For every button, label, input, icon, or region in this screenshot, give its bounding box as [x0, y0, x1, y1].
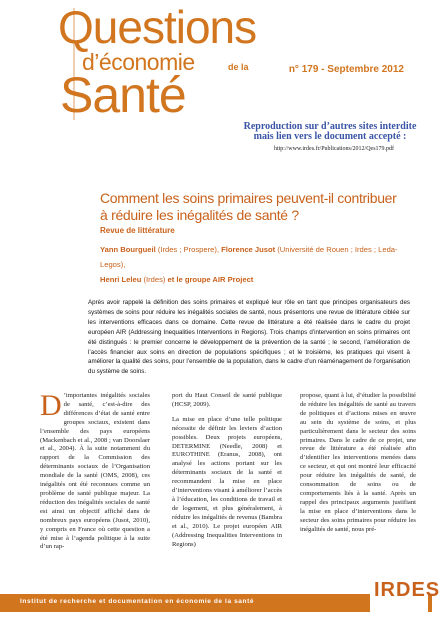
body-column-3: [300, 392, 416, 535]
irdes-logo: [370, 576, 440, 616]
body-column-1: [40, 389, 150, 552]
footer-bar: [0, 594, 432, 612]
paragraph: port du Haut Conseil de santé publique (HCSP, 2009).: [172, 392, 282, 408]
reproduction-notice: Reproduction sur d’autres sites interdite mais lien vers le document accepté :: [243, 121, 417, 142]
masthead-questions: Questions: [58, 1, 257, 53]
body-column-2: [172, 392, 282, 549]
article-subtitle: Revue de littérature: [100, 226, 175, 235]
paragraph: propose, quant à lui, d’étudier la possibilité de réduire les inégalités de santé au travers de politiques et d’actions mises en œuvre au sein du système de soins, et plus particulièrement dans le secteur des soins primaires. Dans le cadre de ce projet, une revue de littérature a été réalisée afin d’identifier les interventions menées dans ce secteur, et qui ont montré leur efficacité pour réduire les inégalités de santé, de consommation de soins ou de comportements liés à la santé. Après un rappel des principaux arguments justifiant la mise en place d’interventions dans le secteur des soins primaires pour réduire les inégalités de santé, nous pré-: [300, 392, 416, 533]
masthead-sante: Santé: [60, 67, 186, 123]
author-name: Henri Leleu: [100, 275, 142, 284]
paragraph: La mise en place d’une telle politique nécessite de définir les leviers d’action possibles. Deux projets européens, DETERMINE (Needle, 2008) et EUROTHINE (Eranus, 2008), ont analysé les actions portant sur les déterminants sociaux de la santé et recommandent la mise en place d’interventions visant à améliorer l’accès à l’éducation, les conditions de travail et de logement, et plus généralement, à réduire les inégalités de revenus (Bambra et al., 2010). Le projet européen AIR (Addressing Inequalities Interventions in Regions): [172, 415, 282, 548]
author-group: et le groupe AIR Project: [167, 275, 254, 284]
masthead-economie: d’économie: [82, 49, 195, 75]
paragraph-text: ’importantes inégalités sociales de santé, c’est-à-dire des différences d’état de santé entre groupes sociaux, existent dans l’ensemble des pays européens (Mackenbach et al., 2008 ; van Doorslaer et al., 2004). À la suite notamment du rapport de la Commission des déterminants sociaux de l’Organisation mondiale de la santé (OMS, 2008), ces inégalités ont été reconnues comme un problème de santé publique majeur. La réduction des inégalités sociales de santé est ainsi un objectif affiché dans de nombreux pays européens (Jusot, 2010), y compris en France où cette question a été mise à l’agenda politique à la suite d’un rap-: [40, 392, 150, 551]
author-affiliation: (Irdes): [141, 275, 168, 284]
author-affiliation: (Irdes ; Prospere),: [155, 245, 222, 254]
author-name: Yann Bourgueil: [100, 245, 156, 254]
irdes-logo-text: IRDES: [374, 579, 440, 601]
authors-line-2: [100, 272, 410, 287]
reproduction-url[interactable]: http://www.irdes.fr/Publications/2012/Qes179.pdf: [273, 146, 395, 152]
issue-number: n° 179 - Septembre 2012: [288, 64, 404, 75]
authors-line-1: [100, 242, 410, 272]
masthead-dela: de la: [228, 62, 249, 72]
authors: [100, 242, 410, 287]
paragraph: [40, 389, 150, 552]
masthead-logo: [58, 1, 278, 123]
abstract: Après avoir rappelé la définition des soins primaires et expliqué leur rôle en tant que principes organisateurs des systèmes de soins pour réduire les inégalités sociales de santé, nous présentons une revue de littérature ciblée sur les interventions efficaces dans ce domaine. Cette revue de littérature a été réalisée dans le cadre du projet européen AIR (Addressing Inequalities Interventions in Regions). Trois champs d’intervention en soins primaires ont été distingués : le premier concerne le développement de la prévention de la santé ; le second, l’amélioration de l’accès financier aux soins en direction de populations spécifiques ; et le troisième, les pratiques qui visent à améliorer la qualité des soins, pour l’ensemble de la population, dans le cadre d’un réaménagement de l’organisation du système de soins.: [88, 299, 410, 376]
author-affiliation: (Université de Rouen ; Irdes ; Leda-Legos),: [100, 245, 398, 269]
article-title: Comment les soins primaires peuvent-il contribuer à réduire les inégalités de santé ?: [100, 190, 397, 223]
drop-cap: D: [40, 389, 62, 422]
author-name: Florence Jusot: [221, 245, 276, 254]
footer-institute: Institut de recherche et documentation en économie de la santé: [20, 598, 255, 605]
